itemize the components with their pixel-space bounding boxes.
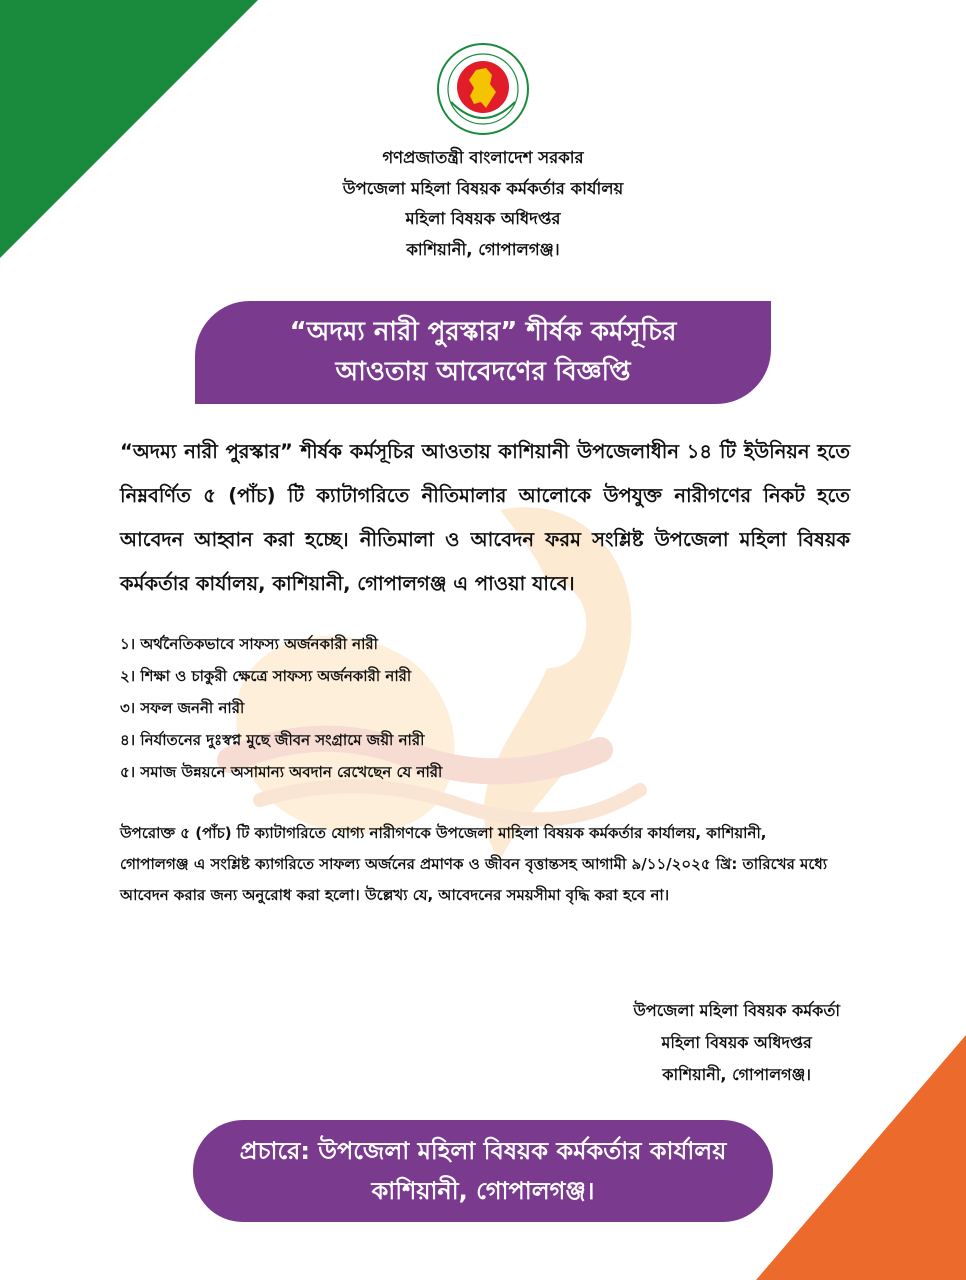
- office-header: [0, 143, 966, 265]
- publicity-footer-banner: [193, 1120, 773, 1222]
- banner-line-2: আওতায় আবেদণের বিজ্ঞপ্তি: [335, 357, 631, 387]
- list-item: ৪। নির্যাতনের দুঃস্বপ্ন মুছে জীবন সংগ্রামে জয়ী নারী: [120, 731, 425, 749]
- list-item: ৫। সমাজ উন্নয়নে অসামান্য অবদান রেখেছেন যে নারী: [120, 763, 443, 781]
- banner-line-1: “অদম্য নারী পুরস্কার” শীর্ষক কর্মসূচির: [289, 317, 677, 347]
- directorate-name: মহিলা বিষয়ক অধিদপ্তর: [405, 209, 561, 228]
- office-location: কাশিয়ানী, গোপালগঞ্জ।: [406, 239, 560, 259]
- office-name: উপজেলা মহিলা বিষয়ক কর্মকর্তার কার্যালয়: [342, 178, 624, 198]
- category-list: [120, 628, 442, 788]
- notice-title-banner: [195, 301, 771, 404]
- signatory-location: কাশিয়ানী, গোপালগঞ্জ।: [662, 1065, 811, 1084]
- government-name: গণপ্রজাতন্ত্রী বাংলাদেশ সরকার: [382, 148, 584, 167]
- list-item: ৩। সফল জননী নারী: [120, 699, 245, 717]
- signature-block: [633, 995, 840, 1091]
- signatory-directorate: মহিলা বিষয়ক অধিদপ্তর: [661, 1033, 812, 1052]
- footer-line-1: প্রচারে: উপজেলা মহিলা বিষয়ক কর্মকর্তার কার্যালয়: [239, 1137, 727, 1165]
- signatory-title: উপজেলা মহিলা বিষয়ক কর্মকর্তা: [633, 1001, 840, 1020]
- list-item: ২। শিক্ষা ও চাকুরী ক্ষেত্রে সাফস্য অর্জনকারী নারী: [120, 667, 412, 685]
- bangladesh-government-seal-icon: [436, 42, 530, 136]
- intro-paragraph: “অদম্য নারী পুরস্কার” শীর্ষক কর্মসূচির আওতায় কাশিয়ানী উপজেলাধীন ১৪ টি ইউনিয়ন হতে নিম্নবর্ণিত ৫ (পাঁচ) টি ক্যাটাগরিতে নীতিমালার আলোকে উপযুক্ত নারীগণের নিকট হতে আবেদন আহ্বান করা হচ্ছে। নীতিমালা ও আবেদন ফরম সংশ্লিষ্ট উপজেলা মহিলা বিষয়ক কর্মকর্তার কার্যালয়, কাশিয়ানী, গোপালগঞ্জ এ পাওয়া যাবে।: [120, 440, 850, 595]
- application-instructions-paragraph: উপরোক্ত ৫ (পাঁচ) টি ক্যাটাগরিতে যোগ্য নারীগণকে উপজেলা মাহিলা বিষয়ক কর্মকর্তার কার্যালয়, কাশিয়ানী, গোপালগঞ্জ এ সংশ্লিষ্ট ক্যাগরিতে সাফল্য অর্জনের প্রমাণক ও জীবন বৃত্তান্তসহ আগামী ৯/১১/২০২৫ খ্রি: তারিখের মধ্যে আবেদন করার জন্য অনুরোধ করা হলো। উল্লেখ্য যে, আবেদনের সময়সীমা বৃদ্ধি করা হবে না।: [120, 824, 828, 904]
- list-item: ১। অর্থনৈতিকভাবে সাফস্য অর্জনকারী নারী: [120, 635, 378, 653]
- footer-line-2: কাশিয়ানী, গোপালগঞ্জ।: [371, 1177, 595, 1205]
